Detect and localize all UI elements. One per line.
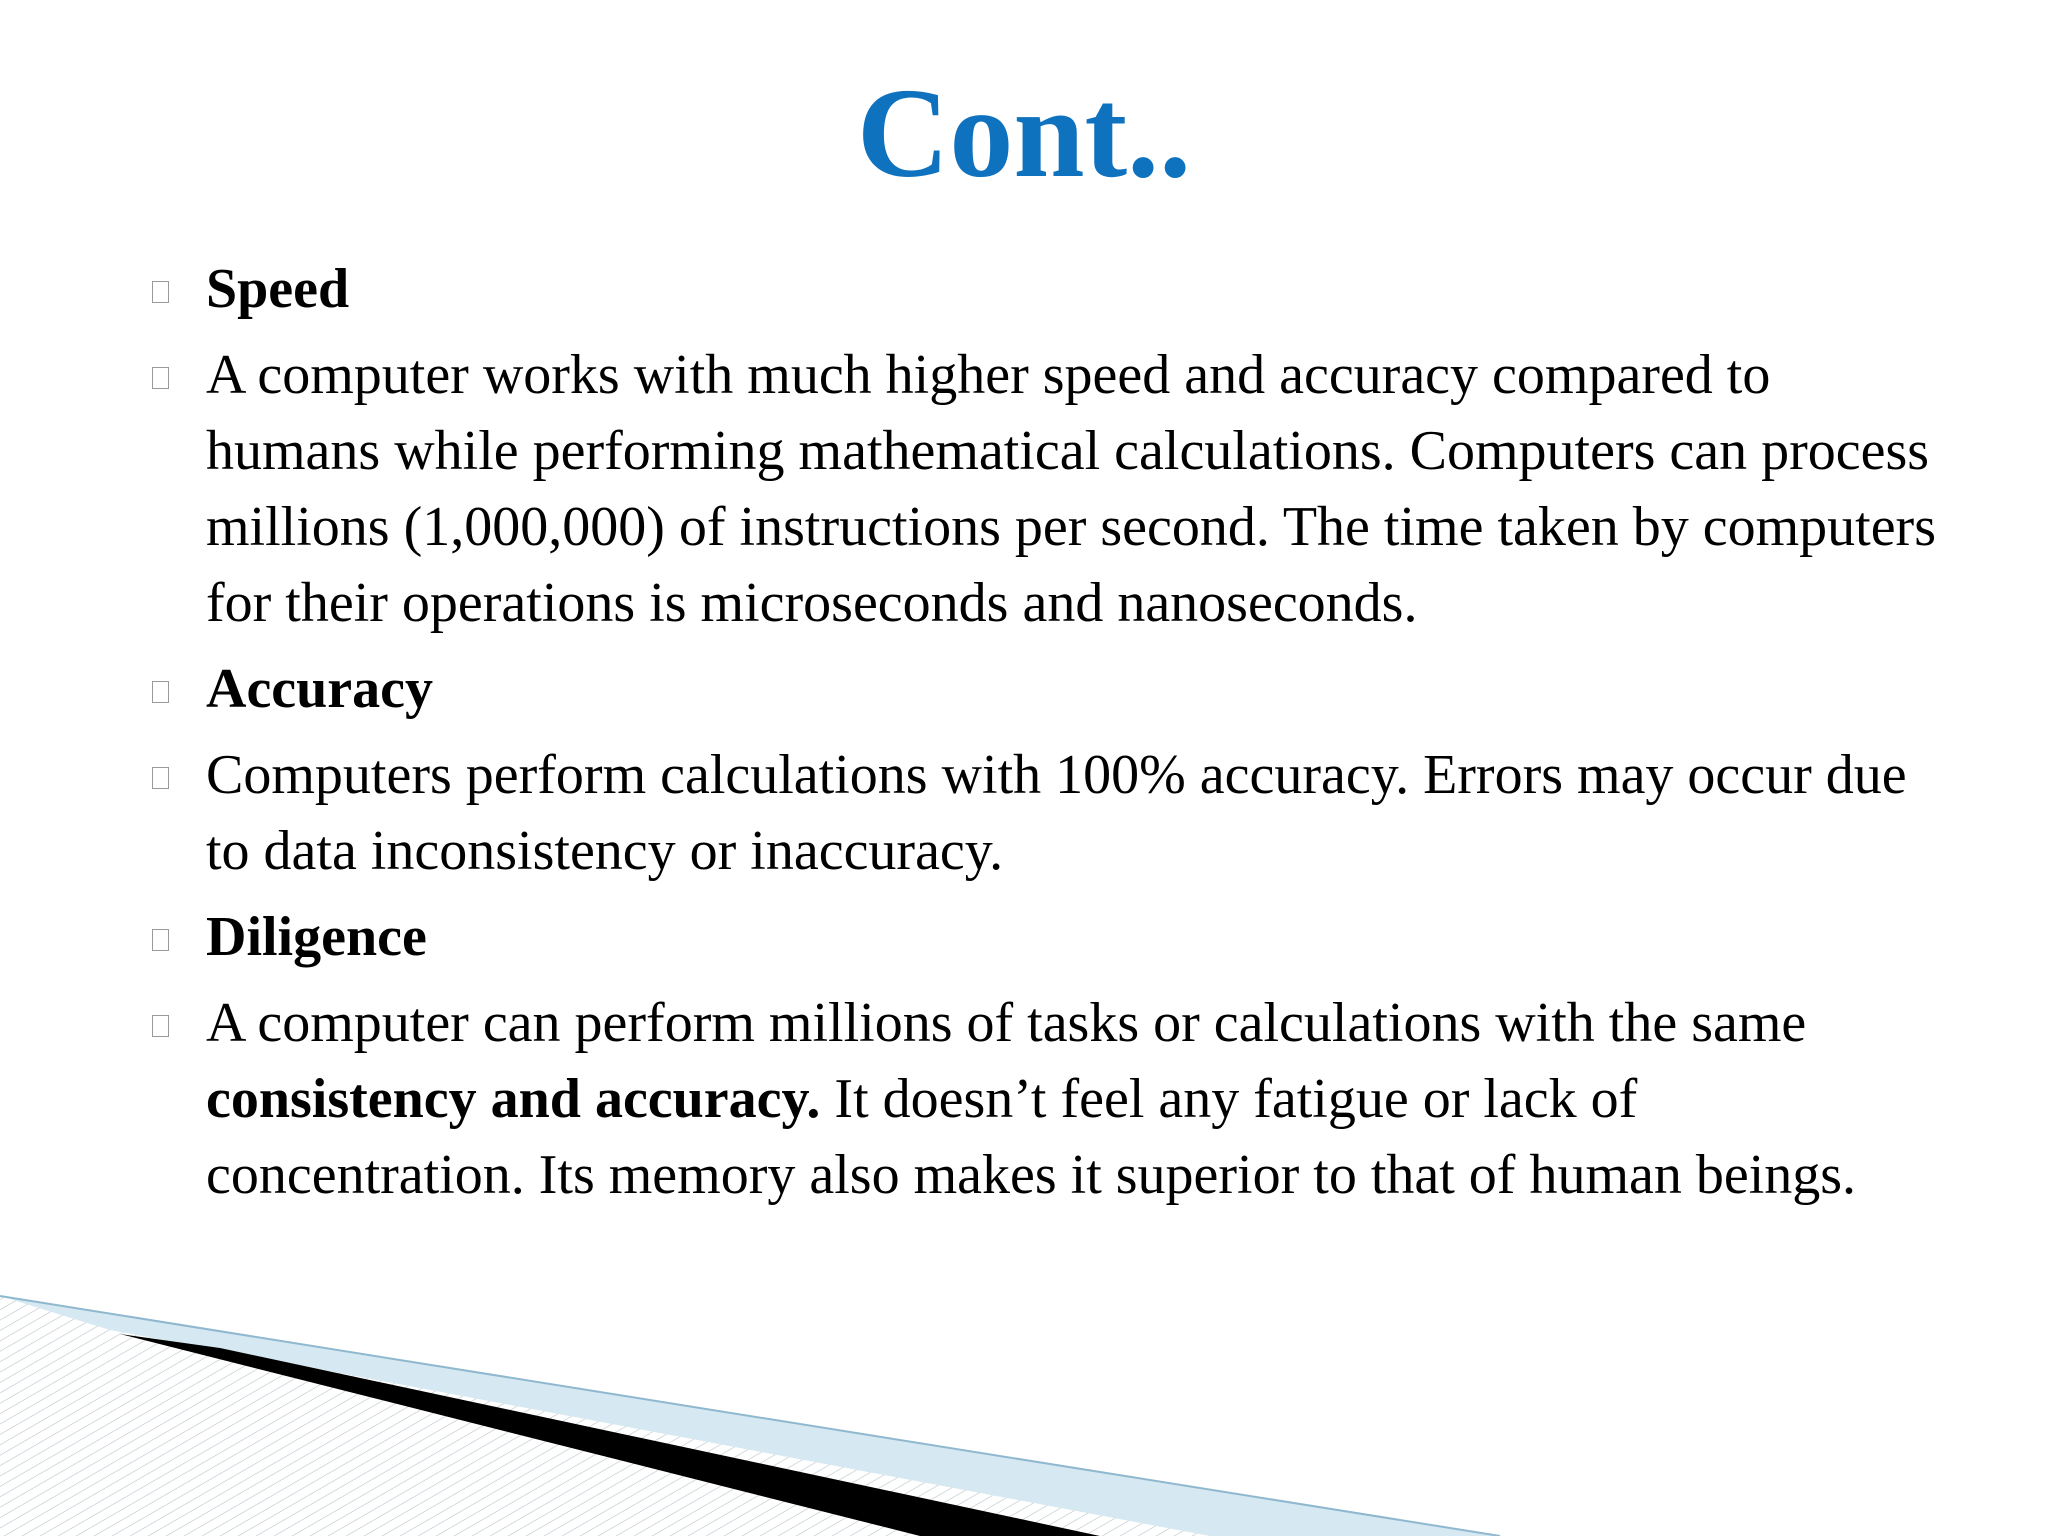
- bullet-heading-diligence: [148, 899, 1948, 975]
- bullet-text: A computer works with much higher speed and accuracy compared to humans while performing mathematical calculations. Computers can process millions (1,000,000) of instructions per second. The time taken by computers for their operations is microseconds and nanoseconds.: [206, 344, 1936, 634]
- bullet-diligence-description: [148, 985, 1948, 1213]
- bullet-text: Speed: [206, 258, 350, 320]
- bullet-text: Computers perform calculations with 100% accuracy. Errors may occur due to data inconsistency or inaccuracy.: [206, 744, 1907, 882]
- square-bullet-icon: [152, 281, 169, 303]
- bold-text-segment: consistency and accuracy.: [206, 1068, 821, 1130]
- square-bullet-icon: [152, 1015, 169, 1037]
- bullet-speed-description: [148, 337, 1948, 641]
- square-bullet-icon: [152, 767, 169, 789]
- bullet-text: Accuracy: [206, 658, 434, 720]
- bullet-text: Diligence: [206, 906, 427, 968]
- slide-title: Cont..: [856, 62, 1192, 204]
- bullet-accuracy-description: [148, 737, 1948, 889]
- square-bullet-icon: [152, 367, 169, 389]
- text-segment: A computer can perform millions of tasks or calculations with the same: [206, 992, 1807, 1054]
- bullet-heading-accuracy: [148, 651, 1948, 727]
- square-bullet-icon: [152, 681, 169, 703]
- bullet-heading-speed: [148, 251, 1948, 327]
- bullet-list: [148, 251, 1948, 1223]
- square-bullet-icon: [152, 929, 169, 951]
- text-segment: It doesn’t feel any fatigue or lack of concentration. Its memory also makes it superior to that of human beings.: [206, 1068, 1857, 1206]
- bullet-text: [206, 992, 1856, 1206]
